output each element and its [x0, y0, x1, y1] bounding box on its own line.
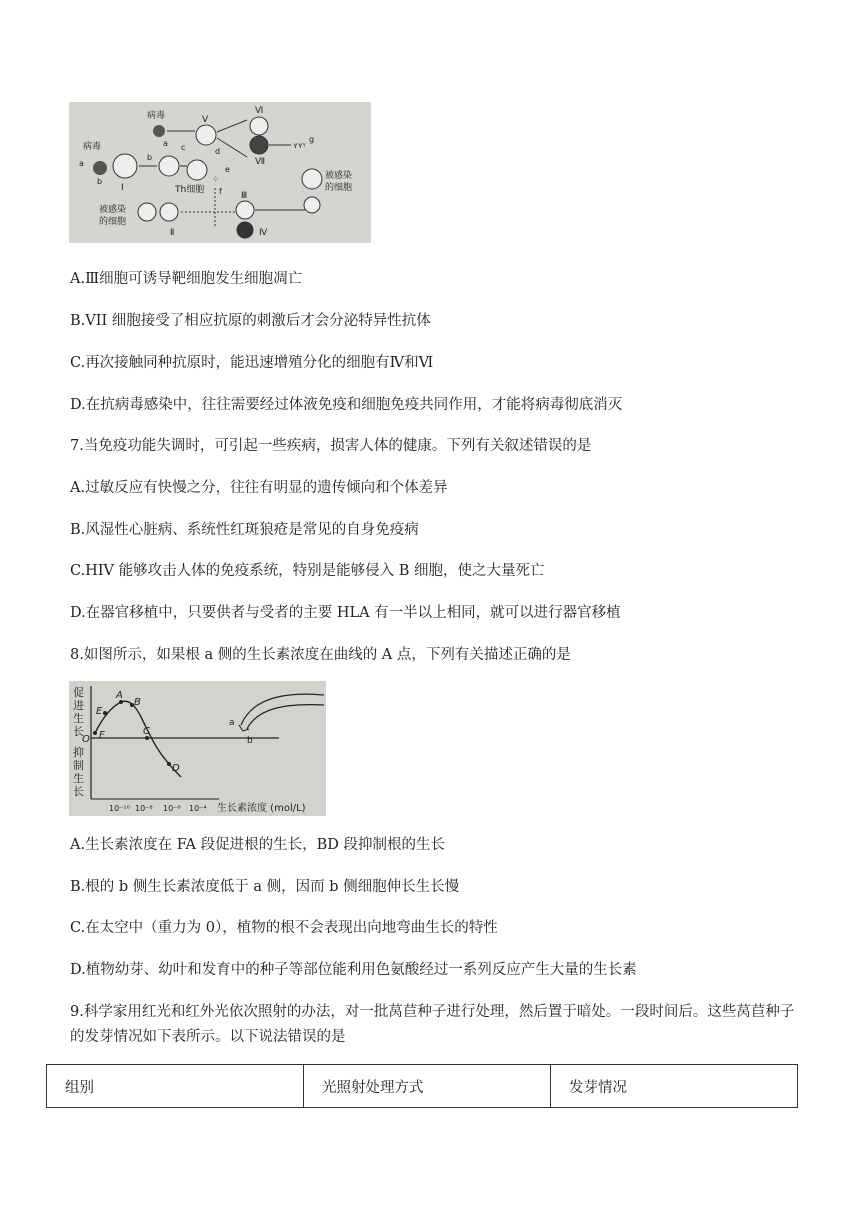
q7-option-d: D.在器官移植中，只要供者与受者的主要 HLA 有一半以上相同，就可以进行器官移植 — [70, 605, 621, 621]
label-a1: a — [79, 159, 84, 168]
virus-label-left: 病毒 — [83, 142, 102, 152]
ylabel-bottom: 抑制生长 — [73, 746, 84, 798]
label-f: F — [99, 730, 105, 741]
infected-label-right-2: 的细胞 — [325, 183, 353, 193]
label-e: E — [96, 706, 103, 717]
x-axis-label: 生长素浓度 (mol/L) — [217, 803, 306, 814]
label-vii: Ⅶ — [255, 157, 266, 167]
q6-option-b: B.VII 细胞接受了相应抗原的刺激后才会分泌特异性抗体 — [70, 313, 431, 329]
label-b: B — [134, 697, 141, 708]
cell-vi — [250, 117, 268, 135]
tick-1e-4: 10⁻⁴ — [189, 804, 207, 813]
tick-1e-10: 10⁻¹⁰ — [109, 804, 130, 813]
label-e: e — [225, 165, 230, 174]
th-cell — [187, 160, 207, 180]
root-label-b: b — [247, 736, 253, 746]
tick-1e-8: 10⁻⁸ — [135, 804, 153, 813]
cytokine-icon: ⁘ — [212, 175, 220, 185]
antibody-icon: ʏʏᵞ — [293, 141, 306, 150]
q8-option-b: B.根的 b 侧生长素浓度低于 a 侧，因而 b 侧细胞伸长生长慢 — [70, 879, 460, 895]
q7-stem: 7.当免疫功能失调时，可引起一些疾病，损害人体的健康。下列有关叙述错误的是 — [70, 438, 592, 454]
q9-stem: 9.科学家用红光和红外光依次照射的办法，对一批莴苣种子进行处理，然后置于暗处。一段时间后。这些莴苣种子的发芽情况如下表所示。以下说法错误的是 — [70, 1004, 795, 1045]
table-header-group: 组别 — [47, 1065, 304, 1108]
infected-cell-right — [302, 169, 322, 189]
origin-label: O — [82, 734, 90, 745]
label-g: g — [309, 135, 315, 144]
th-cell-label: Th细胞 — [175, 185, 205, 195]
cell-th-precursor — [159, 156, 179, 176]
label-d: D — [172, 763, 180, 774]
label-b2: b — [147, 153, 153, 162]
q8-option-c: C.在太空中（重力为 0），植物的根不会表现出向地弯曲生长的特性 — [70, 920, 498, 936]
ylabel-top: 促进生长 — [73, 686, 84, 738]
label-v: Ⅴ — [202, 115, 209, 125]
q7-option-a: A.过敏反应有快慢之分，往往有明显的遗传倾向和个体差异 — [70, 480, 448, 496]
label-d: d — [215, 147, 221, 156]
immune-diagram-figure — [69, 102, 371, 243]
label-b1: b — [97, 177, 103, 186]
q6-option-c: C.再次接触同种抗原时，能迅速增殖分化的细胞有Ⅳ和Ⅵ — [70, 355, 434, 371]
cell-i — [113, 154, 137, 178]
label-i: Ⅰ — [121, 183, 124, 193]
label-a2: a — [163, 139, 168, 148]
label-vi: Ⅵ — [255, 106, 264, 116]
label-iv: Ⅳ — [259, 228, 268, 238]
label-iii: Ⅲ — [241, 191, 248, 201]
q7-option-c: C.HIV 能够攻击人体的免疫系统，特别是能够侵入 B 细胞，使之大量死亡 — [70, 563, 545, 579]
table-header-germination: 发芽情况 — [551, 1065, 798, 1108]
cell-v — [196, 125, 216, 145]
virus-label-top: 病毒 — [147, 111, 166, 121]
virus-top-icon — [153, 125, 165, 137]
q6-option-a: A.Ⅲ细胞可诱导靶细胞发生细胞凋亡 — [70, 271, 303, 287]
point-f — [93, 731, 97, 735]
q6-option-d: D.在抗病毒感染中，往往需要经过体液免疫和细胞免疫共同作用，才能将病毒彻底消灭 — [70, 397, 623, 413]
q9-table — [46, 1064, 798, 1108]
target-cell-right — [304, 197, 320, 213]
label-f: f — [219, 187, 222, 196]
q8-option-d: D.植物幼芽、幼叶和发育中的种子等部位能利用色氨酸经过一系列反应产生大量的生长素 — [70, 962, 637, 978]
infected-label-right-1: 被感染 — [325, 171, 353, 181]
root-label-a: a — [229, 718, 235, 728]
point-d — [167, 762, 171, 766]
virus-left-icon — [93, 161, 107, 175]
cell-iv — [237, 222, 253, 238]
q8-option-a: A.生长素浓度在 FA 段促进根的生长，BD 段抑制根的生长 — [70, 837, 445, 853]
auxin-curve-figure — [69, 681, 326, 816]
q7-option-b: B.风湿性心脏病、系统性红斑狼疮是常见的自身免疫病 — [70, 522, 419, 538]
label-c: c — [181, 143, 186, 152]
table-header-row — [47, 1065, 798, 1108]
cell-ii — [160, 203, 178, 221]
label-a: A — [116, 690, 123, 701]
label-c: C — [143, 726, 150, 737]
tick-1e-6: 10⁻⁶ — [163, 804, 181, 813]
cell-vii — [250, 136, 268, 154]
infected-label-left-1: 被感染 — [99, 205, 127, 215]
label-ii: Ⅱ — [170, 228, 175, 238]
q8-stem: 8.如图所示，如果根 a 侧的生长素浓度在曲线的 A 点，下列有关描述正确的是 — [70, 647, 571, 663]
cell-iii — [236, 201, 254, 219]
table-header-treatment: 光照射处理方式 — [304, 1065, 551, 1108]
infected-label-left-2: 的细胞 — [99, 217, 127, 227]
point-e — [103, 711, 107, 715]
infected-cell-left — [138, 203, 156, 221]
